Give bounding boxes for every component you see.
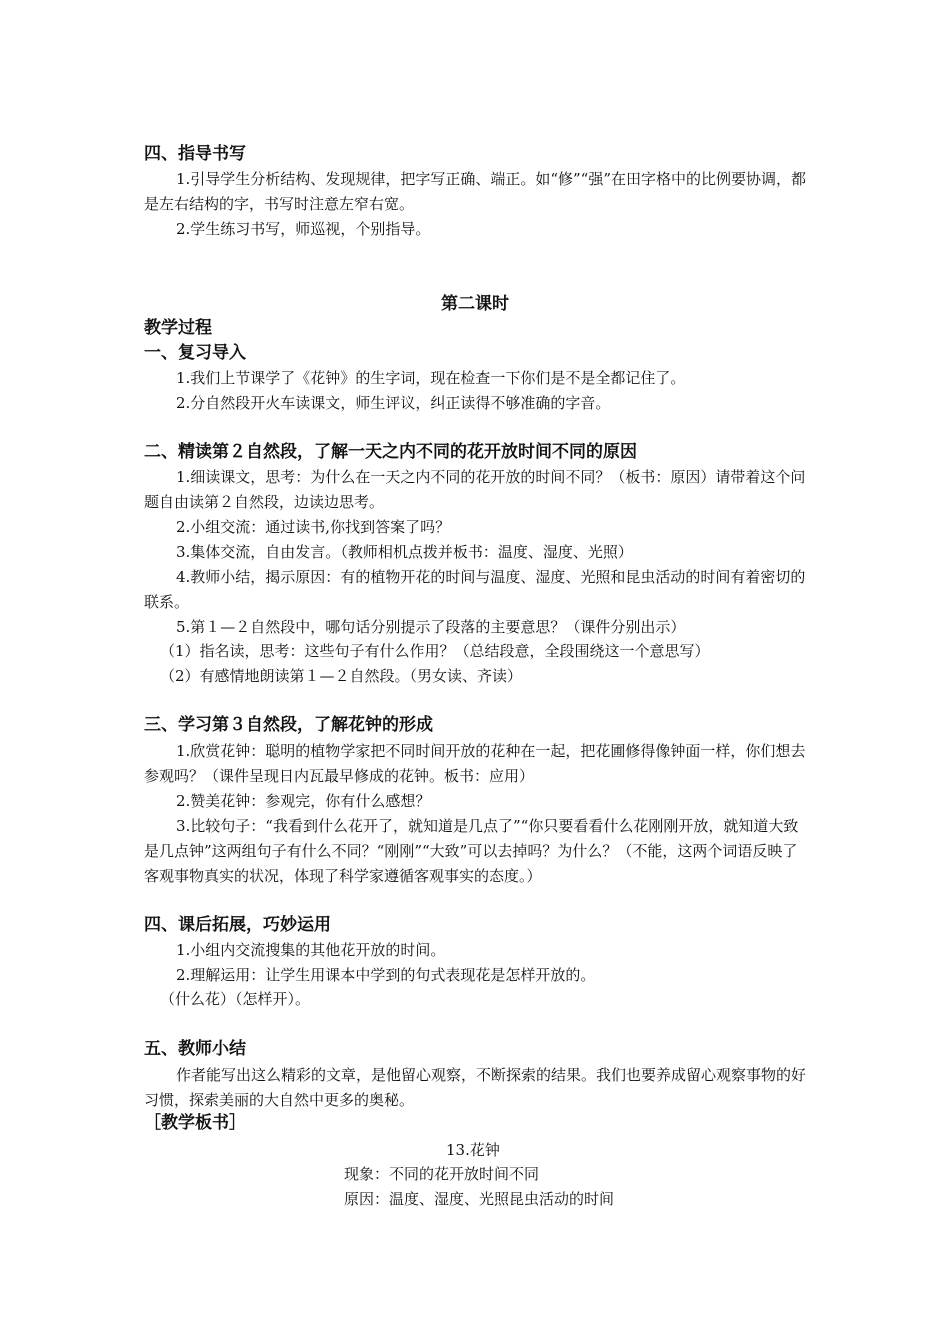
- paragraph: 1.引导学生分析结构、发现规律，把字写正确、端正。如“修”“强”在田字格中的比例要协调，都是左右结构的字，书写时注意左窄右宽。: [144, 170, 806, 213]
- paragraph: 作者能写出这么精彩的文章，是他留心观察，不断探索的结果。我们也要养成留心观察事物的好习惯，探索美丽的大自然中更多的奥秘。: [144, 1066, 807, 1109]
- paragraph: （什么花）（怎样开）。: [160, 990, 311, 1008]
- paragraph: 2.分自然段开火车读课文，师生评议，纠正读得不够准确的字音。: [176, 394, 611, 412]
- section-heading-read-paragraph-2: 二、精读第２自然段，了解一天之内不同的花开放时间不同的原因: [144, 442, 637, 462]
- section-heading-summary: 五、教师小结: [144, 1039, 246, 1059]
- paragraph: 2.赞美花钟：参观完，你有什么感想？: [176, 792, 431, 810]
- section-heading-review: 一、复习导入: [144, 343, 246, 363]
- board-line-phenomenon: 现象：不同的花开放时间不同: [344, 1165, 540, 1183]
- process-heading: 教学过程: [144, 318, 212, 338]
- paragraph: 5.第１—２自然段中，哪句话分别提示了段落的主要意思？（课件分别出示）: [176, 618, 686, 636]
- paragraph: 3.比较句子：“我看到什么花开了，就知道是几点了”“你只要看看什么花刚刚开放，就知道大致是几点钟”这两组句子有什么不同？“刚刚”“大致”可以去掉吗？为什么？（不能，这两个词语反映了客观事物真实的状况，体现了科学家遵循客观事实的态度。）: [144, 817, 799, 885]
- paragraph: （2）有感情地朗读第１—２自然段。（男女读、齐读）: [160, 667, 523, 685]
- paragraph: 3.集体交流，自由发言。（教师相机点拨并板书：温度、湿度、光照）: [176, 543, 633, 561]
- paragraph: 1.我们上节课学了《花钟》的生字词，现在检查一下你们是不是全都记住了。: [176, 369, 686, 387]
- board-title: 13.花钟: [446, 1141, 500, 1159]
- section-heading-extension: 四、课后拓展，巧妙运用: [144, 915, 331, 935]
- board-line-reason: 原因：温度、湿度、光照昆虫活动的时间: [344, 1190, 615, 1208]
- board-heading: ［教学板书］: [144, 1113, 246, 1133]
- paragraph: 1.细读课文，思考：为什么在一天之内不同的花开放的时间不同？（板书：原因）请带着这个问题自由读第２自然段，边读边思考。: [144, 468, 806, 511]
- paragraph: 1.欣赏花钟：聪明的植物学家把不同时间开放的花种在一起，把花圃修得像钟面一样，你们想去参观吗？（课件呈现日内瓦最早修成的花钟。板书：应用）: [144, 742, 806, 785]
- paragraph: 2.理解运用：让学生用课本中学到的句式表现花是怎样开放的。: [176, 966, 596, 984]
- lesson-title: 第二课时: [441, 294, 509, 314]
- paragraph: （1）指名读，思考：这些句子有什么作用？（总结段意，全段围绕这一个意思写）: [160, 642, 710, 660]
- paragraph: 4.教师小结，揭示原因：有的植物开花的时间与温度、湿度、光照和昆虫活动的时间有着密切的联系。: [144, 568, 806, 611]
- paragraph: 2.小组交流：通过读书,你找到答案了吗？: [176, 518, 451, 536]
- section-heading-guide-writing: 四、指导书写: [144, 144, 246, 164]
- section-heading-paragraph-3: 三、学习第３自然段，了解花钟的形成: [144, 715, 433, 735]
- paragraph: 2.学生练习书写，师巡视，个别指导。: [176, 220, 431, 238]
- paragraph: 1.小组内交流搜集的其他花开放的时间。: [176, 941, 446, 959]
